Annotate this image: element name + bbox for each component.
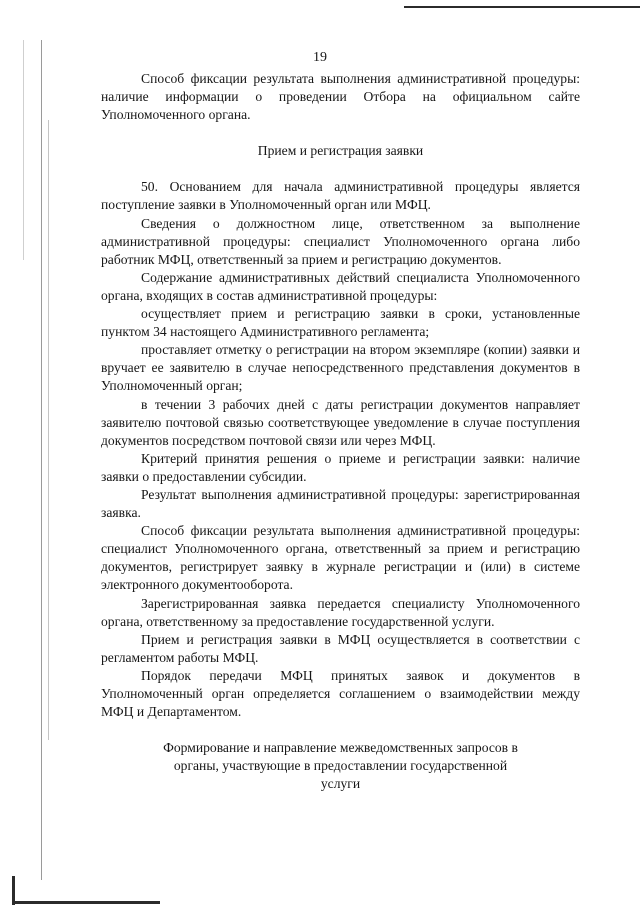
document-body bbox=[101, 70, 580, 793]
top-edge-line bbox=[404, 6, 640, 8]
section-heading-interagency: Формирование и направление межведомственных запросов в органы, участвующие в предоставлении государственной услуги bbox=[163, 740, 518, 792]
paragraph-50-basis: 50. Основанием для начала административной процедуры является поступление заявки в Уполномоченный орган или МФЦ. bbox=[101, 179, 580, 213]
paragraph-mfc-reception: Прием и регистрация заявки в МФЦ осуществляется в соответствии с регламентом работы МФЦ. bbox=[101, 631, 580, 665]
bottom-left-corner-vertical bbox=[12, 876, 15, 905]
paragraph-fixation-method: Способ фиксации результата выполнения административной процедуры: наличие информации о проведении Отбора на официальном сайте Уполномоченного органа. bbox=[101, 71, 580, 123]
paragraph-action-mark: проставляет отметку о регистрации на втором экземпляре (копии) заявки и вручает ее заявителю в случае непосредственного представления документов в Уполномоченный орган; bbox=[101, 342, 580, 394]
paragraph-transfer: Зарегистрированная заявка передается специалисту Уполномоченного органа, ответственному за предоставление государственной услуги. bbox=[101, 595, 580, 629]
page-number: 19 bbox=[313, 50, 327, 65]
paragraph-transfer-procedure: Порядок передачи МФЦ принятых заявок и документов в Уполномоченный орган определяется соглашением о взаимодействии между МФЦ и Департаментом. bbox=[101, 667, 580, 720]
left-edge-line-inner bbox=[48, 120, 49, 740]
paragraph-responsible-person: Сведения о должностном лице, ответственном за выполнение административной процедуры: специалист Уполномоченного органа либо работник МФЦ, ответственный за прием и регистрацию документов. bbox=[101, 215, 580, 267]
paragraph-result-fixation: Способ фиксации результата выполнения административной процедуры: специалист Уполномоченного органа, ответственный за прием и регистрацию документов, регистрирует заявку в журнале регистрации и (или) в системе электронного документооборота. bbox=[101, 523, 580, 593]
bottom-left-corner-horizontal bbox=[12, 901, 160, 904]
paragraph-actions-content: Содержание административных действий специалиста Уполномоченного органа, входящих в состав административной процедуры: bbox=[101, 269, 580, 303]
paragraph-action-notify: в течении 3 рабочих дней с даты регистрации документов направляет заявителю почтовой связью соответствующее уведомление в случае поступления документов посредством почтовой связи или через МФЦ. bbox=[101, 396, 580, 448]
paragraph-action-receive: осуществляет прием и регистрацию заявки в сроки, установленные пунктом 34 настоящего Административного регламента; bbox=[101, 306, 580, 340]
paragraph-result: Результат выполнения административной процедуры: зарегистрированная заявка. bbox=[101, 486, 580, 521]
left-edge-line bbox=[41, 40, 42, 880]
section-heading-reception: Прием и регистрация заявки bbox=[257, 143, 424, 159]
left-edge-line-outer bbox=[23, 40, 24, 260]
paragraph-decision-criterion: Критерий принятия решения о приеме и регистрации заявки: наличие заявки о предоставлении субсидии. bbox=[101, 450, 580, 484]
